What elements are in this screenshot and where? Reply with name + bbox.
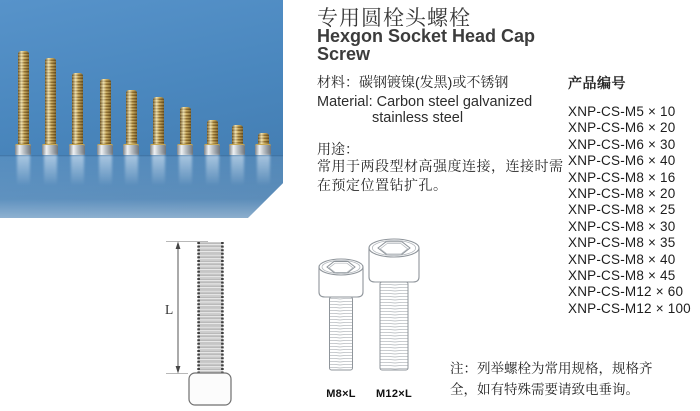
screw-shaft [232,125,243,144]
page-title-zh: 专用圆栓头螺栓 [317,7,471,30]
screw-reflection [125,155,138,191]
m8-label: M8×L [326,388,356,400]
product-item: XNP-CS-M5 × 10 [568,104,676,119]
screw-reflection [257,155,270,191]
product-list [568,104,691,317]
screw-shaft [207,120,218,144]
products-header: 产品编号 [568,75,626,91]
screw-shaft [72,73,83,144]
screw-reflection [152,155,165,191]
page-title-en: Hexgon Socket Head Cap Screw [317,26,536,64]
material-label-zh: 材料：碳钢镀镍(发黑)或不锈钢 [317,74,509,90]
product-photo [0,0,283,218]
screw-shaft [126,90,137,144]
screw-shaft [258,133,269,144]
screw-reflection [71,155,84,191]
product-item: XNP-CS-M6 × 40 [568,153,676,169]
screw-head-outline [189,373,231,405]
screw [177,107,193,155]
rod-threads [198,242,223,373]
screw [255,133,271,155]
screw [97,79,113,155]
m12-screw-drawing [367,238,421,374]
m12-label: M12×L [375,388,413,400]
screw-head [229,144,245,155]
screw [123,90,139,155]
screw [42,58,58,155]
screw-shaft [100,79,111,144]
screw-head [123,144,139,155]
usage-line2: 在预定位置钻扩孔。 [317,177,448,193]
m12-figure [366,238,422,400]
screw-shaft [180,107,191,144]
screw-head [204,144,220,155]
screw-head [177,144,193,155]
screw-reflection [17,155,30,191]
product-item: XNP-CS-M6 × 20 [568,120,676,136]
screw-reflection [179,155,192,191]
usage-label: 用途： [317,141,359,157]
product-item: XNP-CS-M12 × 60 [568,284,684,300]
screw-head [42,144,58,155]
screw-head [69,144,85,155]
screw-head [255,144,271,155]
screw [150,97,166,155]
screw-reflection [206,155,219,191]
footnote [450,359,653,400]
screw-reflection [99,155,112,191]
screw-head [150,144,166,155]
product-item: XNP-CS-M12 × 100 [568,300,691,316]
product-item: XNP-CS-M6 × 30 [568,136,676,152]
m8-figure [316,258,366,400]
screw-head [97,144,113,155]
screw [229,125,245,155]
product-item: XNP-CS-M8 × 40 [568,251,676,267]
screw-head [15,144,31,155]
screw [204,120,220,155]
product-item: XNP-CS-M8 × 35 [568,235,676,251]
m8-screw-drawing [317,258,365,374]
screw [15,51,31,155]
note-line1: 注：列举螺栓为常用规格，规格齐 [450,361,653,376]
screw-shaft [18,51,29,144]
product-item: XNP-CS-M8 × 45 [568,268,676,284]
length-dimension-drawing [128,230,238,410]
arrow-up-icon [176,242,181,250]
dim-label: L [165,302,174,317]
usage-line1: 常用于两段型材高强度连接，连接时需 [317,158,564,174]
arrow-down-icon [176,366,181,374]
screw-reflection [44,155,57,191]
product-item: XNP-CS-M8 × 16 [568,169,676,185]
product-item: XNP-CS-M8 × 25 [568,202,676,218]
product-item: XNP-CS-M8 × 30 [568,218,676,234]
note-line2: 全，如有特殊需要请致电垂询。 [450,381,639,397]
material-label-en-line1: Material: Carbon steel galvanized [317,94,533,110]
screw-reflection [231,155,244,191]
screw-shaft [153,97,164,144]
screw-shaft [45,58,56,144]
material-label-en-line2: stainless steel [372,110,464,126]
screw [69,73,85,155]
product-item: XNP-CS-M8 × 20 [568,186,676,202]
